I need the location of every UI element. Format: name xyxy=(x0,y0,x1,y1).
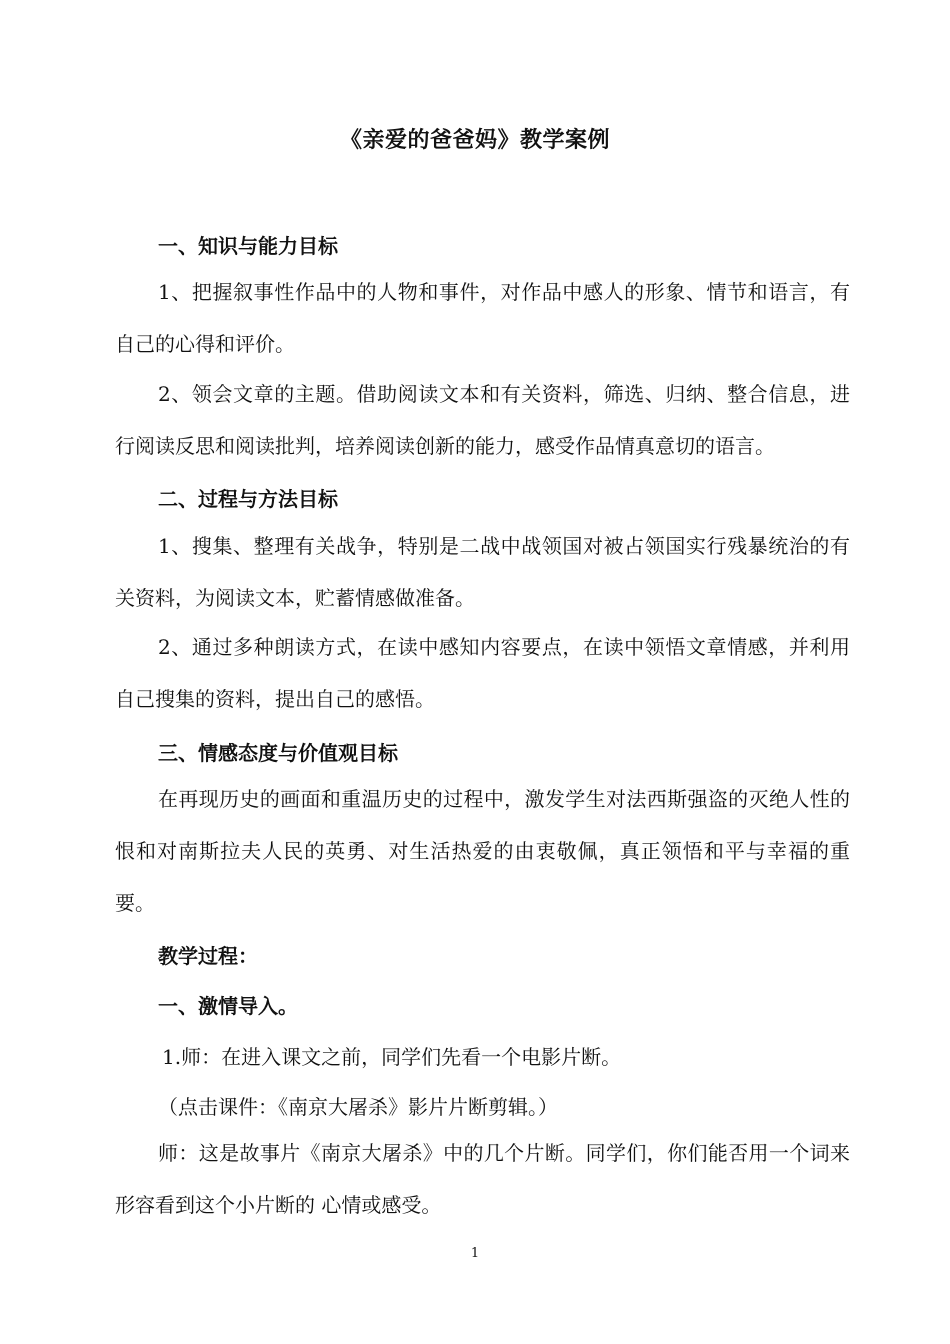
teacher-question: 师：这是故事片《南京大屠杀》中的几个片断。同学们，你们能否用一个词来形容看到这个小片断的 心情或感受。 xyxy=(115,1141,850,1217)
section-heading-emotion: 三、情感态度与价值观目标 xyxy=(158,741,398,765)
teacher-line-1: 1.师：在进入课文之前，同学们先看一个电影片断。 xyxy=(162,1045,622,1069)
paragraph-knowledge-1: 1、把握叙事性作品中的人物和事件，对作品中感人的形象、情节和语言，有自己的心得和评价。 xyxy=(115,280,850,356)
paragraph-emotion-1: 在再现历史的画面和重温历史的过程中，激发学生对法西斯强盗的灭绝人性的恨和对南斯拉夫人民的英勇、对生活热爱的由衷敬佩，真正领悟和平与幸福的重要。 xyxy=(115,787,850,915)
teaching-process-heading: 教学过程： xyxy=(158,944,258,968)
paragraph-process-1: 1、搜集、整理有关战争，特别是二战中战领国对被占领国实行残暴统治的有关资料，为阅读文本，贮蓄情感做准备。 xyxy=(115,534,850,610)
section-heading-knowledge: 一、知识与能力目标 xyxy=(158,234,338,258)
paragraph-knowledge-2: 2、领会文章的主题。借助阅读文本和有关资料，筛选、归纳、整合信息，进行阅读反思和阅读批判，培养阅读创新的能力，感受作品情真意切的语言。 xyxy=(115,382,850,458)
page-number: 1 xyxy=(470,1246,480,1261)
courseware-note: （点击课件：《南京大屠杀》影片片断剪辑。） xyxy=(158,1095,558,1119)
section-heading-process: 二、过程与方法目标 xyxy=(158,487,338,511)
document-title: 《亲爱的爸爸妈》教学案例 xyxy=(339,127,610,153)
step-heading-intro: 一、激情导入。 xyxy=(158,994,298,1018)
paragraph-process-2: 2、通过多种朗读方式，在读中感知内容要点，在读中领悟文章情感，并利用自己搜集的资料，提出自己的感悟。 xyxy=(115,635,850,711)
